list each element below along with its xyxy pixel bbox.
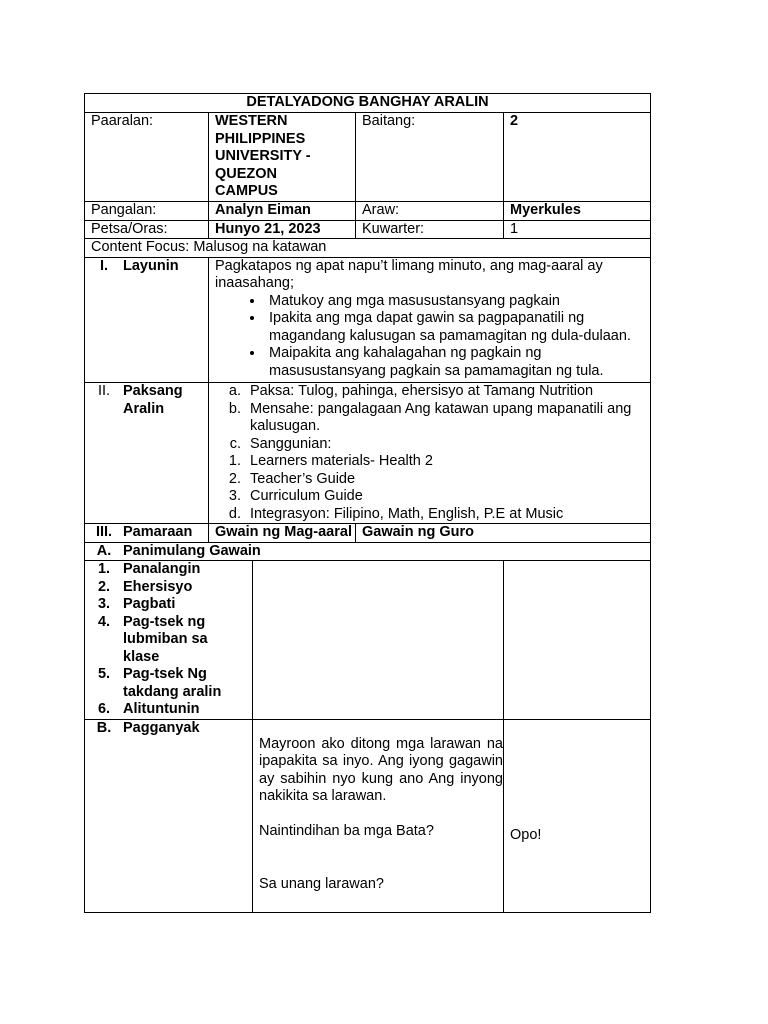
- step-marker: 1.: [97, 561, 111, 577]
- paksang-aralin-num: II.: [97, 383, 111, 399]
- pagganyak-row: [85, 719, 651, 912]
- step-marker: 2.: [97, 578, 111, 595]
- ref-text: Curriculum Guide: [250, 488, 363, 504]
- pagganyak-paragraph: Mayroon ako ditong mga larawan na ipapakita sa inyo. Ang iyong gagawin ay sabihin nyo kung ano Ang inyong nakikita sa larawan.: [259, 735, 503, 804]
- sanggunian-line: [219, 436, 650, 454]
- araw-value: Myerkules: [504, 202, 651, 221]
- layunin-list: [215, 293, 650, 381]
- pangalan-value: Analyn Eiman: [209, 202, 356, 221]
- kuwarter-value: 1: [504, 220, 651, 239]
- pamaraan-num: III.: [95, 524, 113, 540]
- step-text: Panalangin: [123, 561, 201, 577]
- step-marker: 5.: [97, 666, 111, 682]
- list-marker: b.: [228, 400, 241, 417]
- steps-row: [85, 561, 651, 720]
- pagganyak-prompt: Sa unang larawan?: [259, 875, 384, 892]
- paksang-aralin-heading: [85, 383, 209, 524]
- step-item: [85, 561, 252, 579]
- column-header-mag-aaral: Gwain ng Mag-aaral: [209, 524, 356, 543]
- panimulang-gawain-heading: [85, 542, 651, 561]
- list-marker: 2.: [228, 470, 241, 487]
- petsa-value: Hunyo 21, 2023: [209, 220, 356, 239]
- steps-guro-cell: [504, 561, 651, 720]
- layunin-content: [209, 257, 651, 383]
- mensahe-text: Mensahe: pangalagaan Ang katawan upang mapanatili ang kalusugan.: [250, 400, 632, 434]
- spacer: [259, 806, 503, 824]
- step-item: [85, 596, 252, 614]
- pamaraan-heading: [85, 524, 209, 543]
- integrasyon-text: Integrasyon: Filipino, Math, English, P.E at Music: [250, 505, 564, 522]
- pagganyak-response-cell: [504, 719, 651, 912]
- pagganyak-question: Naintindihan ba mga Bata?: [259, 823, 434, 839]
- pamaraan-label: Pamaraan: [123, 524, 193, 540]
- pagganyak-heading: [85, 719, 253, 912]
- step-marker: 3.: [97, 596, 111, 612]
- paksa-line: [219, 383, 650, 401]
- list-marker: d.: [228, 505, 241, 522]
- step-item: [85, 701, 252, 719]
- content-focus: Content Focus: Malusog na katawan: [85, 239, 651, 258]
- step-item: [85, 614, 252, 667]
- integrasyon-line: [219, 506, 650, 524]
- kuwarter-label: Kuwarter:: [356, 220, 504, 239]
- step-text: Alituntunin: [123, 701, 200, 717]
- steps-mag-aaral-cell: [253, 561, 504, 720]
- paaralan-label: Paaralan:: [85, 113, 209, 202]
- petsa-row: [85, 220, 651, 239]
- ref-line: [219, 471, 650, 489]
- ref-text: Teacher’s Guide: [250, 470, 356, 487]
- pangalan-label: Pangalan:: [85, 202, 209, 221]
- step-text: Ehersisyo: [123, 578, 193, 595]
- list-marker: 3.: [228, 488, 241, 504]
- layunin-heading: [85, 257, 209, 383]
- section-marker: B.: [96, 719, 112, 736]
- pagganyak-response: Opo!: [510, 826, 542, 843]
- araw-label: Araw:: [356, 202, 504, 221]
- pamaraan-header-row: [85, 524, 651, 543]
- steps-list: [85, 561, 253, 720]
- paksang-aralin-row: [85, 383, 651, 524]
- baitang-value: 2: [504, 113, 651, 202]
- layunin-label: Layunin: [123, 257, 179, 274]
- step-marker: 6.: [97, 701, 111, 717]
- step-text: Pag-tsek ng lubmiban sa klase: [123, 613, 208, 665]
- layunin-item: • Maipakita ang kahalagahan ng pagkain ng masusustansyang pagkain sa pamamagitan ng tula.: [265, 345, 650, 380]
- paaralan-value: WESTERN PHILIPPINES UNIVERSITY - QUEZON CAMPUS: [209, 113, 356, 202]
- section-marker: A.: [96, 542, 112, 559]
- petsa-label: Petsa/Oras:: [85, 220, 209, 239]
- lesson-plan-table: [84, 93, 651, 913]
- paksang-aralin-content: [209, 383, 651, 524]
- step-item: [85, 579, 252, 597]
- step-text: Pagbati: [123, 596, 176, 612]
- baitang-label: Baitang:: [356, 113, 504, 202]
- step-text: Pag-tsek Ng takdang aralin: [123, 666, 222, 700]
- sanggunian-text: Sanggunian:: [250, 435, 332, 452]
- step-marker: 4.: [97, 613, 111, 630]
- pangalan-row: [85, 202, 651, 221]
- ref-text: Learners materials- Health 2: [250, 453, 433, 469]
- content-focus-row: [85, 239, 651, 258]
- pagganyak-label: Pagganyak: [123, 719, 200, 736]
- step-item: [85, 666, 252, 701]
- spacer: [259, 858, 503, 876]
- column-header-guro: Gawain ng Guro: [356, 524, 651, 543]
- list-marker: a.: [228, 383, 241, 399]
- layunin-item: • Matukoy ang mga masusustansyang pagkain: [265, 293, 650, 311]
- panimulang-gawain-row: [85, 542, 651, 561]
- title-row: [85, 94, 651, 113]
- layunin-row: [85, 257, 651, 383]
- paaralan-row: [85, 113, 651, 202]
- layunin-item: • Ipakita ang mga dapat gawin sa pagpapanatili ng magandang kalusugan sa pamamagitan ng dula-dulaan.: [265, 310, 650, 345]
- spacer: [259, 841, 503, 859]
- layunin-num: I.: [99, 257, 109, 274]
- plan-title: DETALYADONG BANGHAY ARALIN: [85, 94, 651, 113]
- ref-line: [219, 488, 650, 506]
- list-marker: c.: [229, 435, 241, 452]
- mensahe-line: [219, 401, 650, 436]
- layunin-intro: Pagkatapos ng apat napu’t limang minuto, ang mag-aaral ay inaasahang;: [215, 257, 603, 291]
- paksa-text: Paksa: Tulog, pahinga, ehersisyo at Tamang Nutrition: [250, 383, 594, 399]
- ref-line: [219, 453, 650, 471]
- list-marker: 1.: [228, 453, 241, 469]
- panimulang-gawain-label: Panimulang Gawain: [123, 542, 261, 559]
- pagganyak-teacher-cell: [253, 719, 504, 912]
- paksang-aralin-label: Paksang Aralin: [123, 383, 183, 417]
